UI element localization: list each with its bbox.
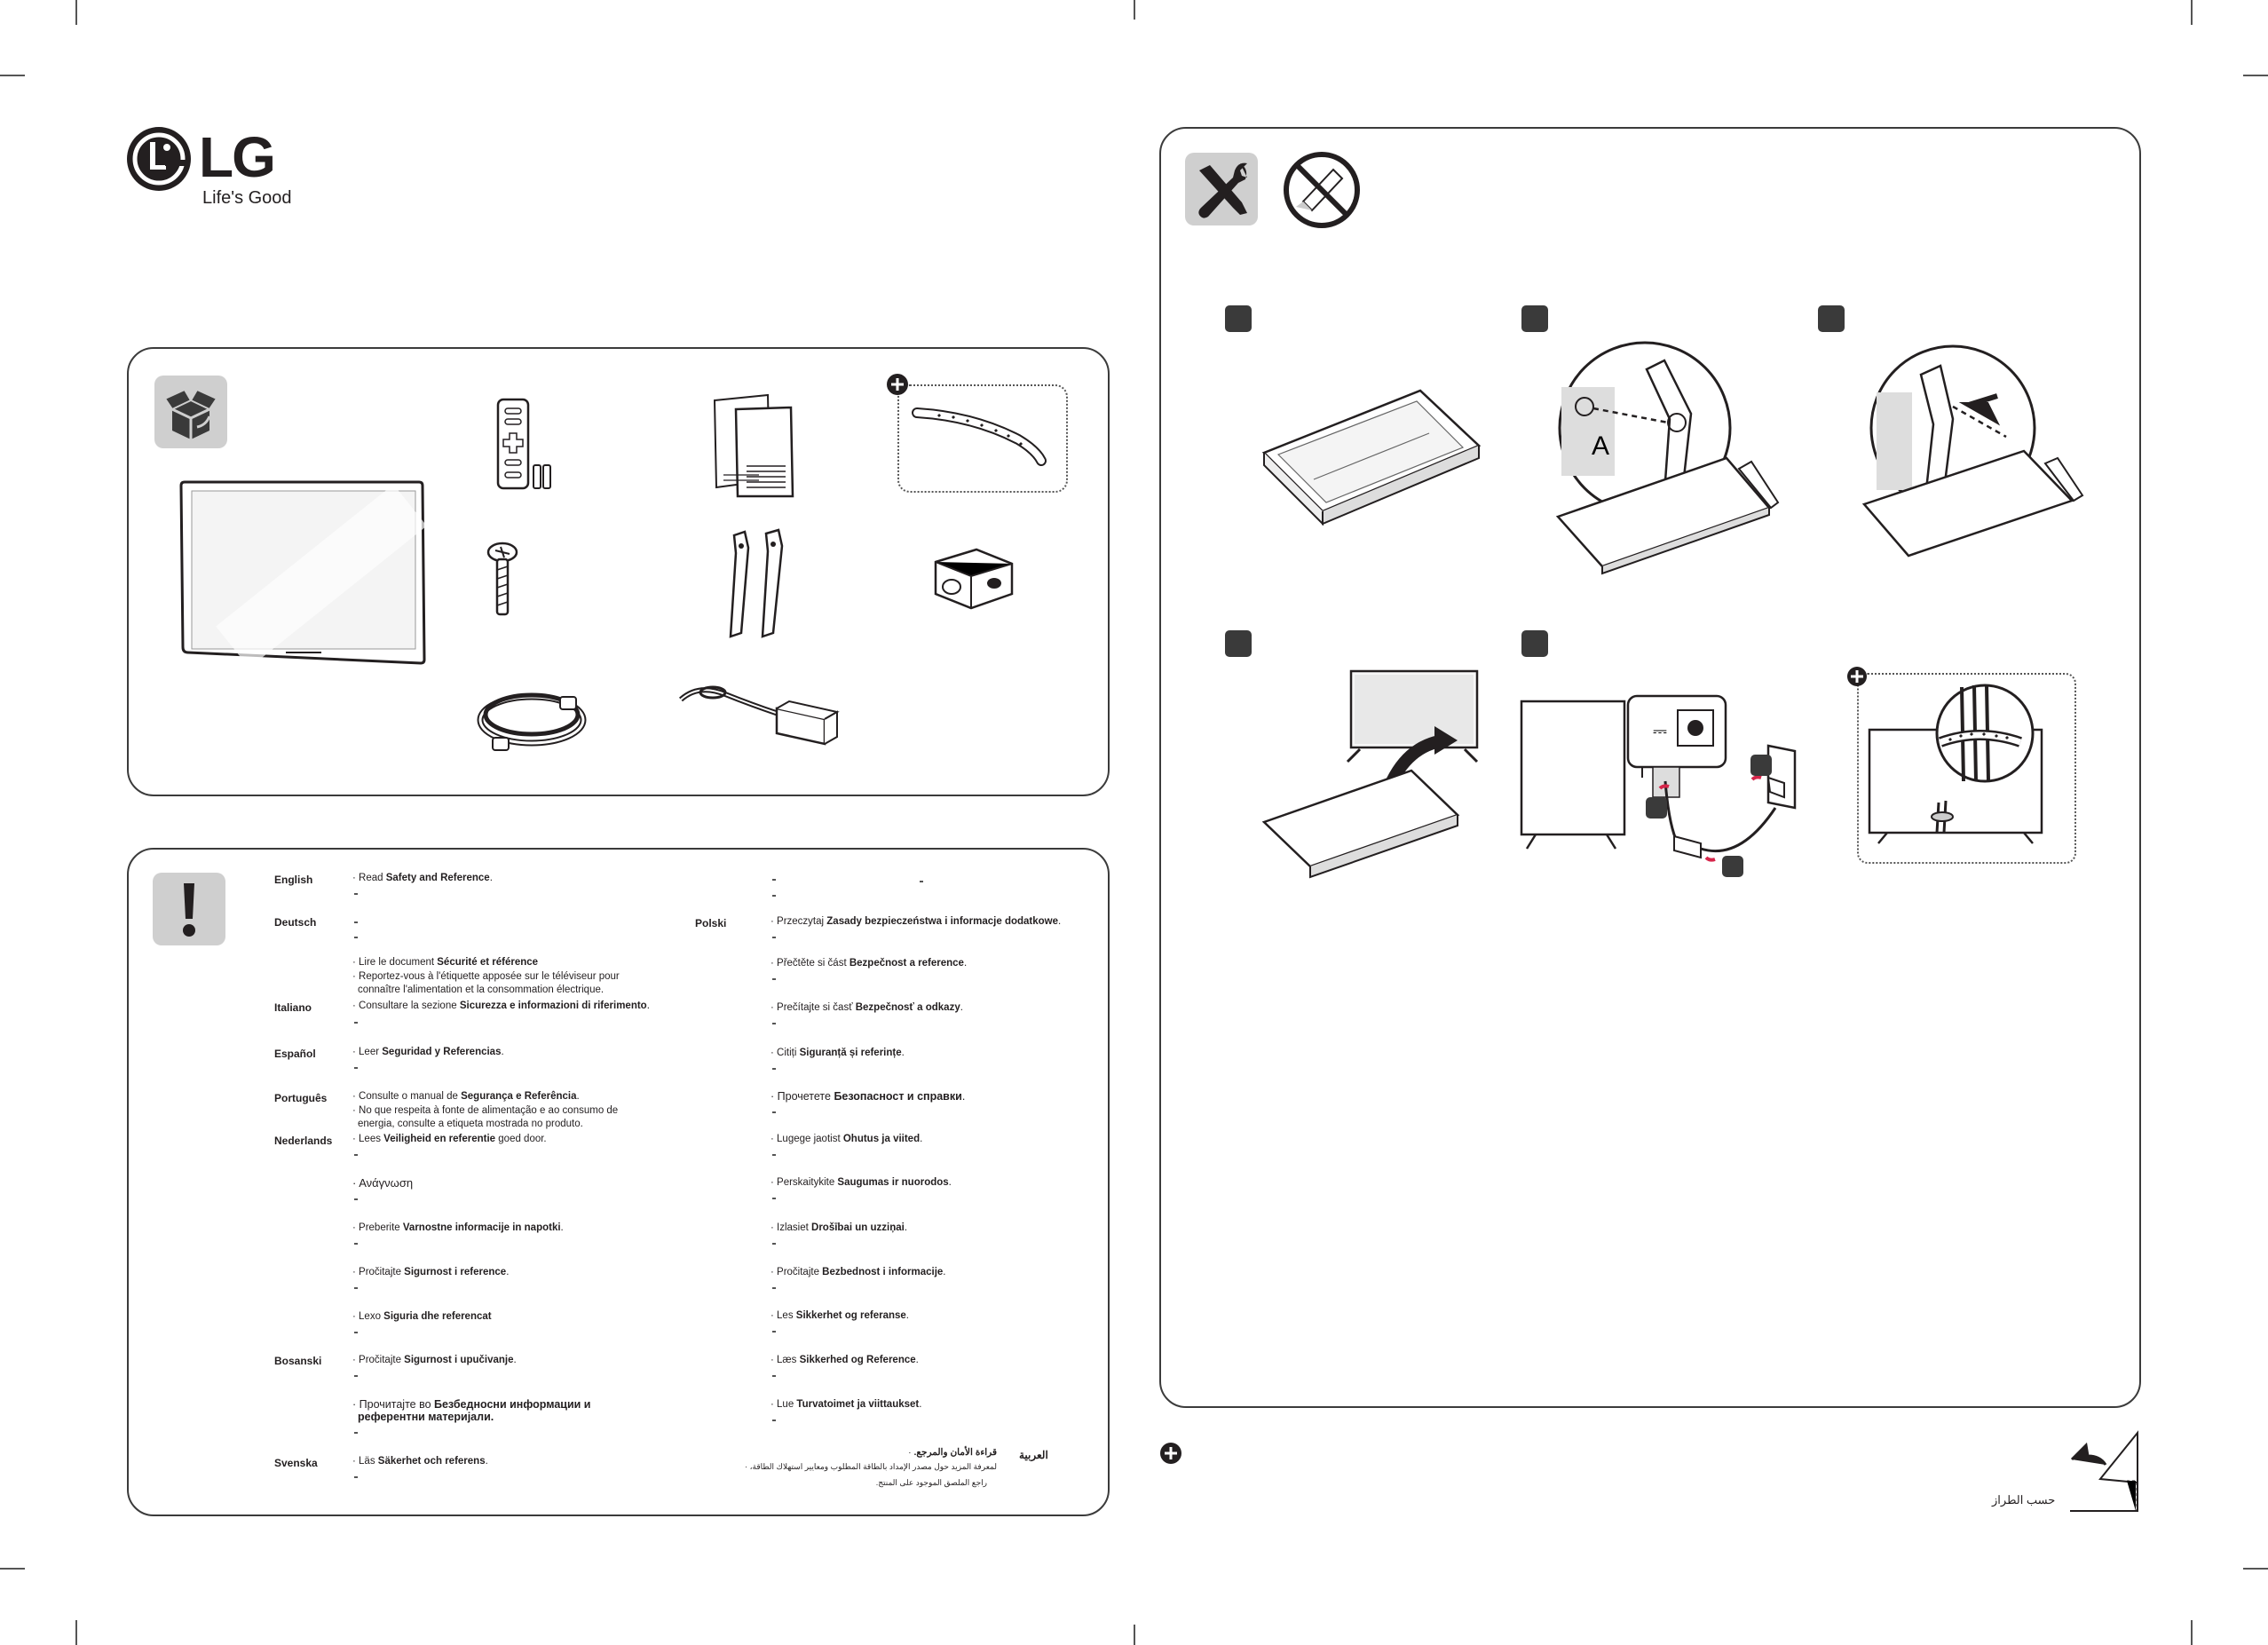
safety-line-fr-2: · Reportez-vous à l'étiquette apposée sur le téléviseur pour: [352, 971, 620, 982]
safety-line-ar-3: راجع الملصق الموجود على المنتج.: [875, 1478, 987, 1487]
step3-insert-screw: [1855, 339, 2095, 561]
safety-line-lt: · Perskaitykite Saugumas ir nuorodos.: [770, 1177, 952, 1188]
step-marker-4: [1225, 630, 1252, 657]
plus-icon: [886, 373, 909, 396]
lg-logo-icon: [126, 126, 192, 192]
contents-panel: [127, 347, 1110, 796]
safety-panel: [127, 848, 1110, 1516]
safety-line-sv: · Läs Säkerhet och referens.: [352, 1456, 488, 1467]
safety-line-da: · Læs Sikkerhed og Reference.: [770, 1355, 919, 1365]
dc-symbol: ⎓: [1653, 720, 1667, 741]
lang-english: English: [274, 874, 313, 886]
warning-icon-badge: [153, 873, 225, 945]
lang-italiano: Italiano: [274, 1001, 312, 1014]
tools-icon-badge: [1185, 153, 1258, 225]
safety-line-lv: · Izlasiet Drošībai un uzziņai.: [770, 1222, 908, 1233]
safety-line-bs: · Pročitajte Sigurnost i upučivanje.: [352, 1355, 517, 1365]
safety-line-pt-2: · No que respeita à fonte de alimentação e ao consumo de: [352, 1105, 619, 1116]
lang-arabic: العربية: [1019, 1449, 1048, 1461]
lang-espanol: Español: [274, 1048, 316, 1060]
step-marker-3: [1818, 305, 1845, 332]
logo-tagline: Life's Good: [202, 188, 292, 208]
lang-nederlands: Nederlands: [274, 1135, 333, 1147]
box-icon: [154, 376, 227, 448]
safety-line-pl: · Przeczytaj Zasady bezpieczeństwa i informacje dodatkowe.: [770, 916, 1062, 927]
safety-line-mk-2: референтни материјали.: [358, 1411, 494, 1423]
safety-line-sk: · Prečítajte si časť Bezpečnosť a odkazy.: [770, 1002, 963, 1013]
manuals-illustration: [706, 391, 812, 498]
safety-line-el: · Ανάγνωση: [352, 1176, 414, 1190]
ferrite-core-illustration: [923, 544, 1021, 615]
ac-adapter-illustration: [672, 682, 841, 762]
lang-polski: Polski: [695, 917, 727, 929]
safety-line-fr-3: connaître l'alimentation et la consommation électrique.: [358, 985, 605, 995]
box-icon-badge: [154, 376, 227, 448]
safety-line-ar-2: لمعرفة المزيد حول مصدر الإمداد بالطاقة المطلوب ومعايير استهلاك الطاقة، ·: [745, 1462, 997, 1471]
lang-deutsch: Deutsch: [274, 916, 317, 929]
safety-line-fi: · Lue Turvatoimet ja viittaukset.: [770, 1399, 922, 1410]
plus-icon: [1159, 1442, 1182, 1465]
safety-line-ro: · Citiți Siguranță și referințe.: [770, 1048, 905, 1058]
lang-svenska: Svenska: [274, 1457, 318, 1469]
step-marker-1: [1225, 305, 1252, 332]
safety-line-et: · Lugege jaotist Ohutus ja viited.: [770, 1134, 923, 1144]
page-turn-icon: [2061, 1429, 2141, 1518]
tv-illustration: [179, 478, 428, 665]
safety-line-bg: · Прочетете Безопасност и справки.: [770, 1090, 966, 1103]
step5-connect-power: [1518, 692, 1820, 897]
safety-line-en: · Read Safety and Reference.: [352, 873, 493, 883]
tools-icon: [1185, 153, 1258, 225]
step4-stand-tv-upright: [1260, 666, 1491, 879]
lang-portugues: Português: [274, 1092, 328, 1104]
safety-line-sl: · Preberite Varnostne informacije in napotki.: [352, 1222, 564, 1233]
step1-tv-face-down: [1260, 382, 1491, 515]
cable-holder-illustration: [912, 404, 1054, 466]
safety-line-pt-3: energia, consulte a etiqueta mostrada no produto.: [358, 1119, 583, 1129]
power-cord-illustration: [475, 679, 599, 768]
step-marker-5: [1521, 630, 1548, 657]
safety-line-ar-1: قراءة الأمان والمرجع. ·: [908, 1447, 997, 1458]
remote-control-illustration: [493, 398, 564, 495]
screw-illustration: [478, 540, 531, 620]
safety-line-mk-1: · Прочитајте во Безбедносни информации и: [352, 1398, 591, 1411]
safety-line-pt-1: · Consulte o manual de Segurança e Referência.: [352, 1091, 580, 1102]
safety-line-sr: · Pročitajte Bezbednost i informacije.: [770, 1267, 946, 1277]
safety-line-no: · Les Sikkerhet og referanse.: [770, 1310, 909, 1321]
step2-attach-stand: [1549, 334, 1789, 573]
model-note: حسب الطراز: [1992, 1493, 2056, 1507]
safety-line-it: · Consultare la sezione Sicurezza e informazioni di riferimento.: [352, 1000, 650, 1011]
warning-icon: [153, 873, 225, 945]
lg-logo: [126, 126, 304, 210]
safety-line-hr: · Pročitajte Sigurnost i reference.: [352, 1267, 510, 1277]
safety-line-nl: · Lees Veiligheid en referentie goed door.: [352, 1134, 547, 1144]
stand-legs-illustration: [715, 526, 803, 642]
safety-line-cs: · Přečtěte si část Bezpečnost a reference.: [770, 958, 968, 969]
logo-wordmark: LG: [199, 125, 274, 189]
no-sharp-object-icon: [1284, 152, 1360, 228]
lang-bosanski: Bosanski: [274, 1355, 322, 1367]
safety-line-sq: · Lexo Siguria dhe referencat: [352, 1311, 492, 1322]
cable-management-illustration: [1864, 684, 2059, 852]
step-marker-2: [1521, 305, 1548, 332]
safety-line-fr-1: · Lire le document Sécurité et référence: [352, 957, 539, 968]
safety-line-es: · Leer Seguridad y Referencias.: [352, 1047, 504, 1057]
diagram-label-a: A: [1592, 431, 1610, 461]
